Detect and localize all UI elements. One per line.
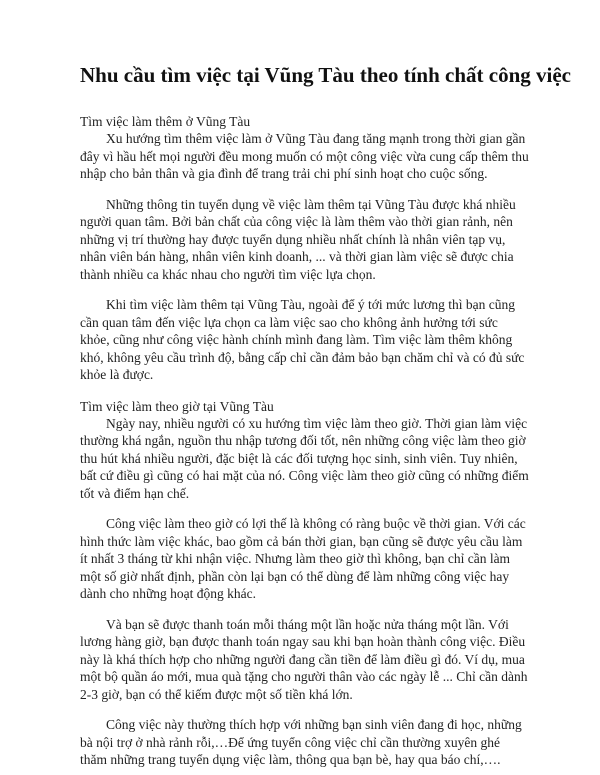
- paragraph: Khi tìm việc làm thêm tại Vũng Tàu, ngoài để ý tới mức lương thì bạn cũng cần quan tâm đến việc lựa chọn ca làm việc sao cho không ảnh hưởng tới sức khỏe, cũng như công việc hành chính mình đang làm. Tìm việc làm thêm không khó, không yêu cầu trình độ, bằng cấp chỉ cần đảm bảo bạn chăm chỉ và có đủ sức khỏe là được.: [80, 297, 525, 382]
- section-heading: Tìm việc làm theo giờ tại Vũng Tàu: [80, 398, 274, 414]
- section-heading: Tìm việc làm thêm ở Vũng Tàu: [80, 114, 251, 129]
- paragraph: Và bạn sẽ được thanh toán mỗi tháng một lần hoặc nửa tháng một lần. Với lương hàng giờ, bạn được thanh toán ngay sau khi bạn hoàn thành công việc. Điều này là khá thích hợp cho những người đang cần tiền để làm điều gì đó. Ví dụ, mua một bộ quần áo mới, mua quà tặng cho người thân vào các ngày lễ ... Chỉ cần dành 2-3 giờ, bạn có thể kiếm được một số tiền khá lớn.: [80, 616, 528, 702]
- page-title: Nhu cầu tìm việc tại Vũng Tàu theo tính chất công việc: [80, 63, 571, 87]
- paragraph: Xu hướng tìm thêm việc làm ở Vũng Tàu đang tăng mạnh trong thời gian gần đây vì hầu hết mọi người đều mong muốn có một công việc vừa cung cấp thêm thu nhập cho bản thân và gia đình để trang trải chi phí sinh hoạt cho cuộc sống.: [80, 131, 529, 181]
- paragraph: Công việc này thường thích hợp với những bạn sinh viên đang đi học, những bà nội trợ ở nhà rảnh rỗi,…Để ứng tuyển công việc chỉ cần thường xuyên ghé thăm những trang tuyển dụng việc làm, thông qua bạn bè, hay qua báo chí,….: [80, 717, 522, 767]
- paragraph: Ngày nay, nhiều người có xu hướng tìm việc làm theo giờ. Thời gian làm việc thường khá ngắn, nguồn thu nhập tương đối tốt, nên những công việc làm theo giờ thu hút khá nhiều người, đặc biệt là các đối tượng học sinh, sinh viên. Tuy nhiên, bất cứ điều gì cũng có hai mặt của nó. Công việc làm theo giờ cũng có những điểm tốt và điểm hạn chế.: [80, 415, 529, 501]
- section-part-time: [80, 113, 530, 384]
- section-hourly: [80, 398, 530, 769]
- paragraph: Công việc làm theo giờ có lợi thế là không có ràng buộc về thời gian. Với các hình thức làm việc khác, bao gồm cả bán thời gian, bạn cũng sẽ được yêu cầu làm ít nhất 3 tháng từ khi nhận việc. Nhưng làm theo giờ thì không, bạn chỉ cần làm một số giờ nhất định, phần còn lại bạn có thể dùng để làm những công việc hay dành cho những hoạt động khác.: [80, 516, 526, 601]
- paragraph: Những thông tin tuyển dụng về việc làm thêm tại Vũng Tàu được khá nhiều người quan tâm. Bởi bản chất của công việc là làm thêm vào thời gian rảnh, nên những vị trí thường hay được tuyển dụng nhiều nhất chính là nhân viên tạp vụ, nhân viên bán hàng, nhân viên kinh doanh, ... và thời gian làm việc sẽ được chia thành nhiều ca khác nhau cho người tìm việc lựa chọn.: [80, 196, 516, 282]
